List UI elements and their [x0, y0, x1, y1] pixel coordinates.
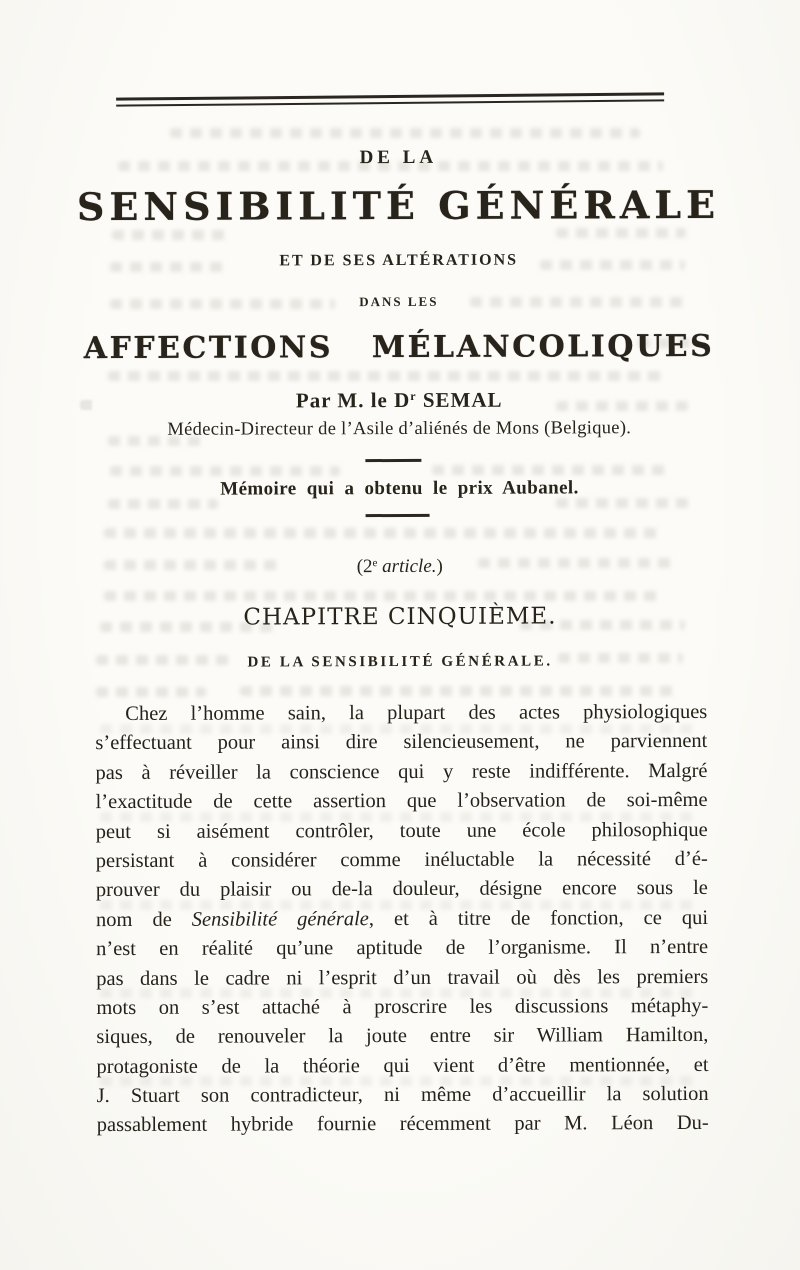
series-note: DANS LES [359, 293, 439, 310]
body-line: persistant à considérer comme inéluctable la nécessité d’é- [95, 847, 708, 873]
body-line: s’effectuant pour ainsi dire silencieusement, ne parviennent [95, 730, 708, 755]
body-line: peut si aisément contrôler, toute une école philosophique [95, 818, 708, 843]
body-paragraph [95, 698, 709, 1141]
byline-superscript: r [410, 388, 417, 403]
article-note-superscript: e [372, 557, 378, 570]
article-note [0, 555, 800, 580]
second-title: AFFECTIONS MÉLANCOLIQUES [83, 328, 715, 367]
byline-prefix: Par M. le D [295, 387, 411, 413]
header-double-rule [116, 92, 664, 106]
chapter-heading: CHAPITRE CINQUIÈME. [243, 603, 557, 631]
divider-rule-1 [365, 459, 421, 462]
body-line-segment: , et à titre de fonction, ce qui [368, 906, 709, 930]
body-line [96, 904, 708, 936]
body-line: prouver du plaisir ou de-la douleur, désigne encore sous le [95, 877, 708, 902]
pretitle: DE LA [359, 146, 438, 169]
body-line: mots on s’est attaché à proscrire les discussions métaphy- [96, 994, 709, 1019]
body-line-italic-term: Sensibilité générale [191, 907, 369, 931]
author-role: Médecin-Directeur de l’Asile d’aliénés de Mons (Belgique). [167, 418, 632, 440]
body-line: Chez l’homme sain, la plupart des actes physiologiques [125, 700, 708, 725]
article-note-close: ) [436, 555, 443, 577]
body-line: passablement hybride fournie récemment par M. Léon Du- [96, 1112, 709, 1137]
subtitle: ET DE SES ALTÉRATIONS [279, 251, 519, 270]
body-line: l’exactitude de cette assertion que l’observation de soi-même [95, 789, 708, 814]
byline [0, 387, 799, 415]
award-line: Mémoire qui a obtenu le prix Aubanel. [220, 477, 579, 500]
body-line-segment: nom de [95, 908, 192, 931]
body-line: n’est en réalité qu’une aptitude de l’organisme. Il n’entre [96, 936, 709, 961]
rule-line-bottom [116, 99, 664, 106]
chapter-subheading: DE LA SENSIBILITÉ GÉNÉRALE. [247, 653, 553, 671]
divider-rule-2 [366, 514, 430, 517]
main-title: SENSIBILITÉ GÉNÉRALE [76, 181, 721, 230]
body-line: siques, de renouveler la joute entre sir William Hamilton, [96, 1024, 709, 1049]
byline-name: SEMAL [416, 387, 503, 412]
body-line: protagoniste de la théorie qui vient d’être mentionnée, et [96, 1053, 709, 1078]
body-line: pas à réveiller la conscience qui y reste indifférente. Malgré [95, 759, 708, 784]
article-note-italic: article. [377, 555, 437, 578]
body-line: J. Stuart son contradicteur, ni même d’accueillir la solution [96, 1083, 709, 1108]
article-note-open: (2 [356, 556, 373, 578]
body-line: pas dans le cadre ni l’esprit d’un travail où dès les premiers [96, 965, 709, 990]
